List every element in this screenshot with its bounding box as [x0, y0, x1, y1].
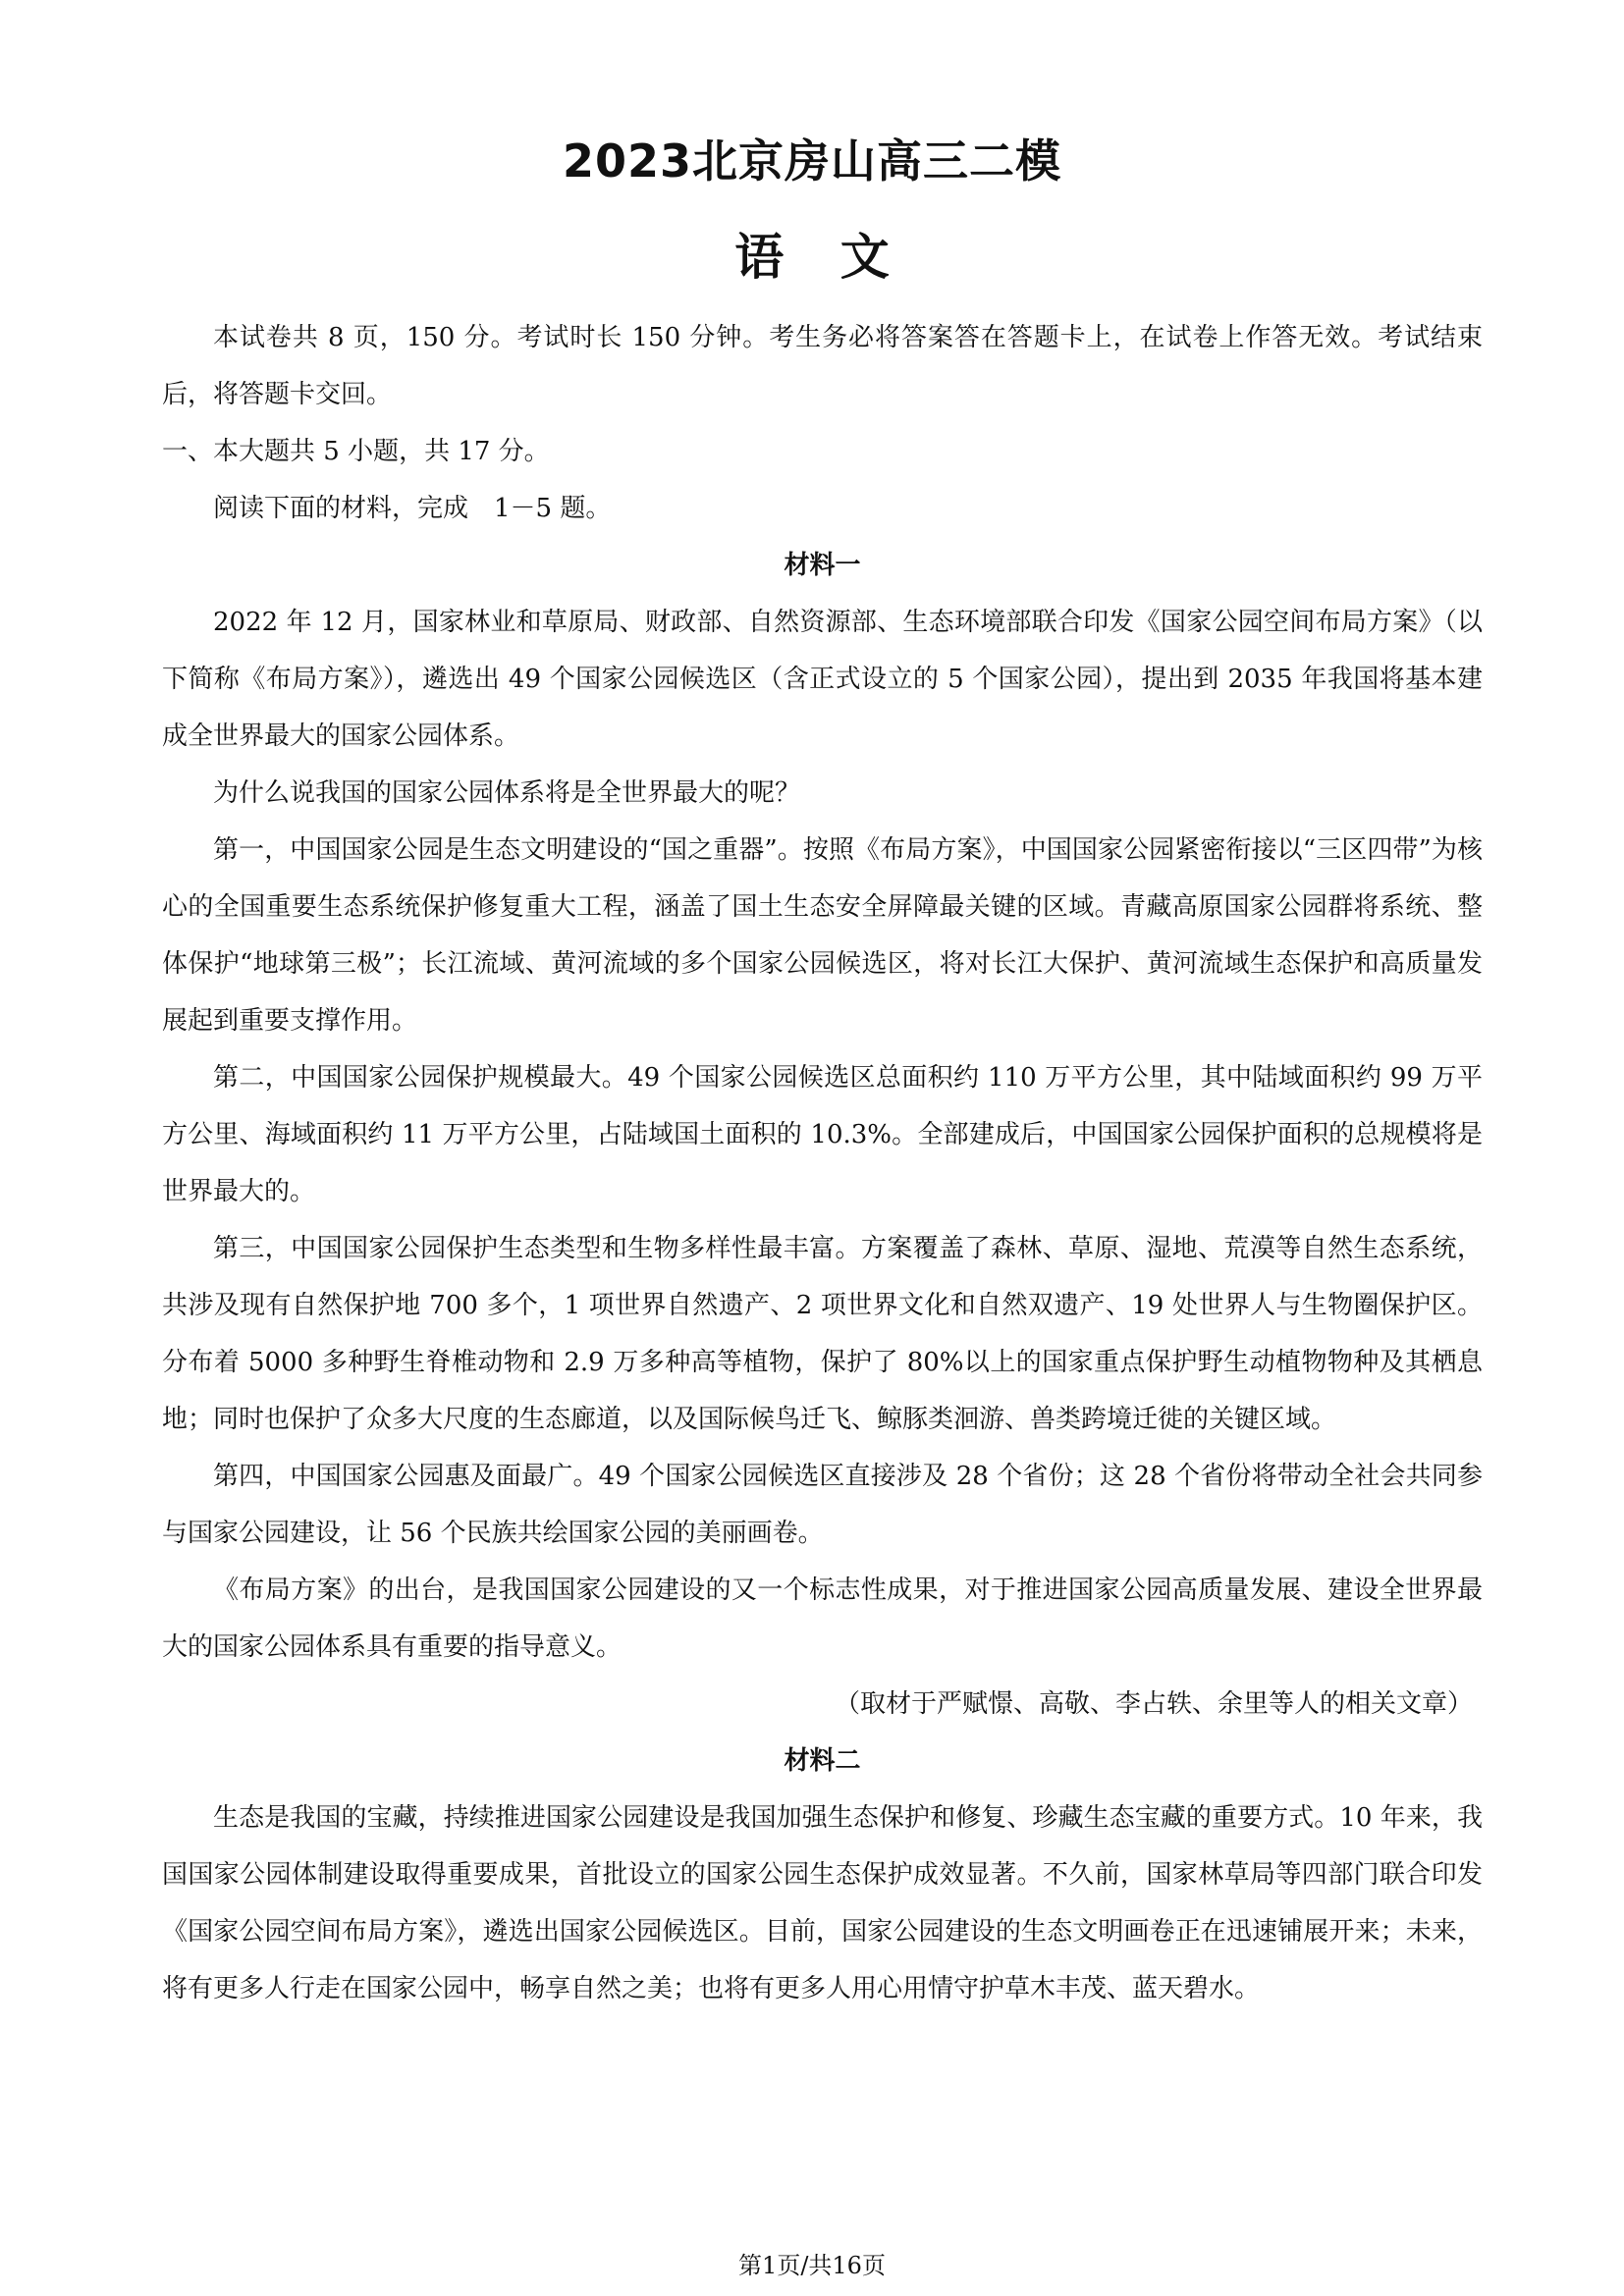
material-one-source: （取材于严赋憬、高敬、李占轶、余里等人的相关文章） — [834, 1689, 1473, 1719]
exam-title: 2023北京房山高三二模 — [562, 134, 1062, 187]
material-one-paragraph: 第一，中国国家公园是生态文明建设的“国之重器”。按照《布局方案》，中国国家公园紧密衔接以“三区四带”为核心的全国重要生态系统保护修复重大工程，涵盖了国土生态安全屏障最关键的区域。青藏高原国家公园群将系统、整体保护“地球第三极”；长江流域、黄河流域的多个国家公园候选区，将对长江大保护、黄河流域生态保护和高质量发展起到重要支撑作用。 — [162, 835, 1483, 1036]
subject-title: 语 文 — [734, 229, 890, 286]
intro-paragraph: 本试卷共 8 页，150 分。考试时长 150 分钟。考生务必将答案答在答题卡上，在试卷上作答无效。考试结束后，将答题卡交回。 — [162, 323, 1483, 409]
page-number: 第1页/共16页 — [738, 2252, 886, 2279]
material-one-paragraph: 《布局方案》的出台，是我国国家公园建设的又一个标志性成果，对于推进国家公园高质量发展、建设全世界最大的国家公园体系具有重要的指导意义。 — [162, 1575, 1483, 1662]
material-two-heading: 材料二 — [784, 1746, 861, 1776]
material-one-paragraph: 第二，中国国家公园保护规模最大。49 个国家公园候选区总面积约 110 万平方公里，其中陆域面积约 99 万平方公里、海域面积约 11 万平方公里，占陆域国土面积的 10.3%。全部建成后，中国国家公园保护面积的总规模将是世界最大的。 — [162, 1063, 1483, 1206]
material-one-paragraph: 第三，中国国家公园保护生态类型和生物多样性最丰富。方案覆盖了森林、草原、湿地、荒漠等自然生态系统，共涉及现有自然保护地 700 多个，1 项世界自然遗产、2 项世界文化和自然双遗产、19 处世界人与生物圈保护区。分布着 5000 多种野生脊椎动物和 2.9 万多种高等植物，保护了 80%以上的国家重点保护野生动植物物种及其栖息地；同时也保护了众多大尺度的生态廊道，以及国际候鸟迁飞、鲸豚类洄游、兽类跨境迁徙的关键区域。 — [162, 1234, 1483, 1434]
material-one-heading: 材料一 — [784, 551, 861, 580]
material-one-paragraph: 2022 年 12 月，国家林业和草原局、财政部、自然资源部、生态环境部联合印发《国家公园空间布局方案》（以下简称《布局方案》），遴选出 49 个国家公园候选区（含正式设立的 5 个国家公园），提出到 2035 年我国将基本建成全世界最大的国家公园体系。 — [162, 608, 1483, 751]
material-one-paragraph: 第四，中国国家公园惠及面最广。49 个国家公园候选区直接涉及 28 个省份；这 28 个省份将带动全社会共同参与国家公园建设，让 56 个民族共绘国家公园的美丽画卷。 — [162, 1462, 1483, 1548]
reading-instruction: 阅读下面的材料，完成 1－5 题。 — [213, 494, 612, 523]
section-heading: 一、本大题共 5 小题，共 17 分。 — [162, 437, 550, 466]
material-two-paragraph: 生态是我国的宝藏，持续推进国家公园建设是我国加强生态保护和修复、珍藏生态宝藏的重要方式。10 年来，我国国家公园体制建设取得重要成果，首批设立的国家公园生态保护成效显著。不久前，国家林草局等四部门联合印发《国家公园空间布局方案》，遴选出国家公园候选区。目前，国家公园建设的生态文明画卷正在迅速铺展开来；未来，将有更多人行走在国家公园中，畅享自然之美；也将有更多人用心用情守护草木丰茂、蓝天碧水。 — [162, 1803, 1483, 2003]
exam-body — [162, 309, 1483, 2017]
material-one-paragraph: 为什么说我国的国家公园体系将是全世界最大的呢？ — [213, 778, 801, 808]
